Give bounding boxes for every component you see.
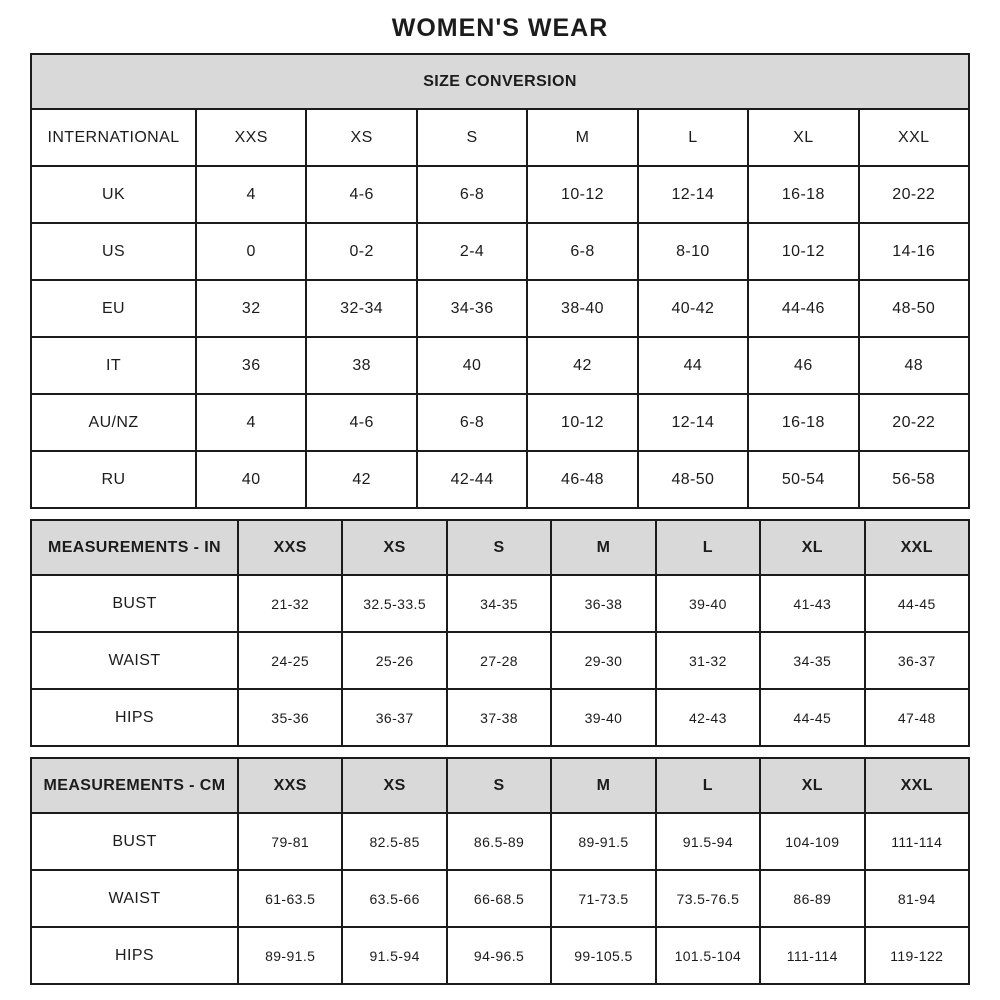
measure-cell: 21-32 [238, 575, 342, 632]
measure-cell: 81-94 [865, 870, 969, 927]
size-cell: 40-42 [638, 280, 748, 337]
size-cell: 6-8 [527, 223, 637, 280]
measure-cell: 99-105.5 [551, 927, 655, 984]
row-label-hips: HIPS [31, 927, 238, 984]
row-label-aunz: AU/NZ [31, 394, 196, 451]
measure-cell: 86-89 [760, 870, 864, 927]
measure-cell: 94-96.5 [447, 927, 551, 984]
size-cell: 0 [196, 223, 306, 280]
size-cell: 46 [748, 337, 858, 394]
measure-cell: 111-114 [865, 813, 969, 870]
table-row-us [31, 223, 969, 280]
table-row-ru [31, 451, 969, 508]
table-row-eu [31, 280, 969, 337]
column-header-m: M [551, 520, 655, 575]
table-row-hips-cm [31, 927, 969, 984]
size-cell: 4-6 [306, 394, 416, 451]
size-cell: 12-14 [638, 166, 748, 223]
column-header-xl: XL [760, 520, 864, 575]
size-cell: 48-50 [638, 451, 748, 508]
column-header-s: S [447, 758, 551, 813]
size-cell: 6-8 [417, 394, 527, 451]
row-label-eu: EU [31, 280, 196, 337]
size-cell: 4 [196, 394, 306, 451]
measurements-cm-header-row [31, 758, 969, 813]
measure-cell: 47-48 [865, 689, 969, 746]
measure-cell: 37-38 [447, 689, 551, 746]
size-cell: 32 [196, 280, 306, 337]
measure-cell: 44-45 [865, 575, 969, 632]
size-cell: 44-46 [748, 280, 858, 337]
column-header-xs: XS [342, 758, 446, 813]
size-conversion-header-row [31, 54, 969, 109]
size-cell: 2-4 [417, 223, 527, 280]
measure-cell: 86.5-89 [447, 813, 551, 870]
measurements-in-table [30, 519, 970, 747]
size-cell: 40 [417, 337, 527, 394]
column-header-xs: XS [306, 109, 416, 166]
measure-cell: 31-32 [656, 632, 760, 689]
measure-cell: 111-114 [760, 927, 864, 984]
size-cell: 42-44 [417, 451, 527, 508]
column-header-s: S [417, 109, 527, 166]
measure-cell: 27-28 [447, 632, 551, 689]
table-row-bust-in [31, 575, 969, 632]
measure-cell: 36-37 [865, 632, 969, 689]
size-conversion-title: SIZE CONVERSION [31, 54, 969, 109]
table-row-waist-in [31, 632, 969, 689]
table-row-waist-cm [31, 870, 969, 927]
row-label-waist: WAIST [31, 870, 238, 927]
size-cell: 14-16 [859, 223, 969, 280]
size-cell: 20-22 [859, 394, 969, 451]
size-cell: 4-6 [306, 166, 416, 223]
size-cell: 8-10 [638, 223, 748, 280]
row-label-bust: BUST [31, 575, 238, 632]
column-header-xxs: XXS [196, 109, 306, 166]
column-header-m: M [551, 758, 655, 813]
column-header-s: S [447, 520, 551, 575]
column-header-xxs: XXS [238, 758, 342, 813]
row-label-it: IT [31, 337, 196, 394]
measure-cell: 42-43 [656, 689, 760, 746]
column-header-xs: XS [342, 520, 446, 575]
table-row-it [31, 337, 969, 394]
column-header-international: INTERNATIONAL [31, 109, 196, 166]
measure-cell: 89-91.5 [551, 813, 655, 870]
row-label-hips: HIPS [31, 689, 238, 746]
measure-cell: 36-38 [551, 575, 655, 632]
size-cell: 10-12 [748, 223, 858, 280]
measurements-in-header-row [31, 520, 969, 575]
measure-cell: 119-122 [865, 927, 969, 984]
size-cell: 6-8 [417, 166, 527, 223]
size-conversion-columns-row [31, 109, 969, 166]
measure-cell: 66-68.5 [447, 870, 551, 927]
measure-cell: 89-91.5 [238, 927, 342, 984]
row-label-ru: RU [31, 451, 196, 508]
size-cell: 50-54 [748, 451, 858, 508]
measure-cell: 73.5-76.5 [656, 870, 760, 927]
size-cell: 20-22 [859, 166, 969, 223]
column-header-xxl: XXL [865, 758, 969, 813]
size-cell: 10-12 [527, 166, 637, 223]
measure-cell: 104-109 [760, 813, 864, 870]
column-header-xxl: XXL [865, 520, 969, 575]
measure-cell: 34-35 [760, 632, 864, 689]
size-cell: 4 [196, 166, 306, 223]
row-label-waist: WAIST [31, 632, 238, 689]
column-header-xl: XL [760, 758, 864, 813]
row-label-bust: BUST [31, 813, 238, 870]
size-cell: 42 [306, 451, 416, 508]
size-cell: 12-14 [638, 394, 748, 451]
size-cell: 48-50 [859, 280, 969, 337]
size-cell: 56-58 [859, 451, 969, 508]
measure-cell: 61-63.5 [238, 870, 342, 927]
page-title: WOMEN'S WEAR [391, 14, 609, 42]
table-row-bust-cm [31, 813, 969, 870]
column-header-m: M [527, 109, 637, 166]
measure-cell: 34-35 [447, 575, 551, 632]
measure-cell: 32.5-33.5 [342, 575, 446, 632]
measure-cell: 82.5-85 [342, 813, 446, 870]
measure-cell: 44-45 [760, 689, 864, 746]
column-header-xxl: XXL [859, 109, 969, 166]
size-cell: 32-34 [306, 280, 416, 337]
measure-cell: 71-73.5 [551, 870, 655, 927]
row-label-uk: UK [31, 166, 196, 223]
size-conversion-table [30, 53, 970, 509]
measure-cell: 41-43 [760, 575, 864, 632]
size-cell: 40 [196, 451, 306, 508]
column-header-l: L [638, 109, 748, 166]
measure-cell: 24-25 [238, 632, 342, 689]
measurements-cm-table [30, 757, 970, 985]
size-cell: 34-36 [417, 280, 527, 337]
measure-cell: 91.5-94 [656, 813, 760, 870]
measure-cell: 101.5-104 [656, 927, 760, 984]
measure-cell: 91.5-94 [342, 927, 446, 984]
column-header-l: L [656, 758, 760, 813]
size-cell: 42 [527, 337, 637, 394]
measure-cell: 79-81 [238, 813, 342, 870]
measurements-cm-title: MEASUREMENTS - CM [31, 758, 238, 813]
column-header-xxs: XXS [238, 520, 342, 575]
size-cell: 38 [306, 337, 416, 394]
size-cell: 38-40 [527, 280, 637, 337]
size-cell: 36 [196, 337, 306, 394]
measure-cell: 35-36 [238, 689, 342, 746]
measure-cell: 39-40 [551, 689, 655, 746]
size-cell: 10-12 [527, 394, 637, 451]
measure-cell: 25-26 [342, 632, 446, 689]
measurements-in-title: MEASUREMENTS - IN [31, 520, 238, 575]
column-header-l: L [656, 520, 760, 575]
row-label-us: US [31, 223, 196, 280]
table-row-aunz [31, 394, 969, 451]
column-header-xl: XL [748, 109, 858, 166]
size-cell: 16-18 [748, 166, 858, 223]
size-cell: 46-48 [527, 451, 637, 508]
size-cell: 16-18 [748, 394, 858, 451]
measure-cell: 29-30 [551, 632, 655, 689]
measure-cell: 39-40 [656, 575, 760, 632]
table-row-uk [31, 166, 969, 223]
size-cell: 44 [638, 337, 748, 394]
measure-cell: 63.5-66 [342, 870, 446, 927]
measure-cell: 36-37 [342, 689, 446, 746]
size-cell: 48 [859, 337, 969, 394]
size-cell: 0-2 [306, 223, 416, 280]
table-row-hips-in [31, 689, 969, 746]
